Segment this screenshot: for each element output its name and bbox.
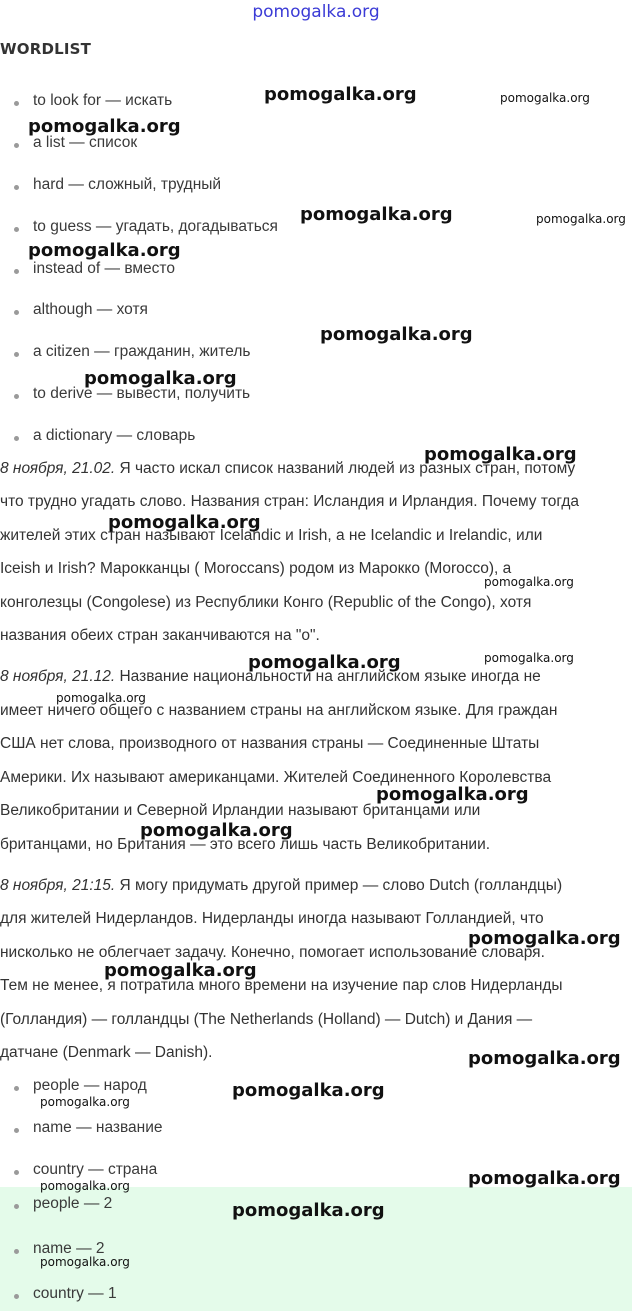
- wordlist-heading: WORDLIST: [0, 40, 92, 58]
- list-item: name — название: [14, 1119, 144, 1137]
- watermark: pomogalka.org: [500, 91, 590, 105]
- list-item: country — 1: [14, 1285, 98, 1303]
- watermark: pomogalka.org: [84, 368, 237, 389]
- watermark: pomogalka.org: [40, 1255, 130, 1269]
- watermark: pomogalka.org: [468, 928, 621, 949]
- watermark: pomogalka.org: [424, 444, 577, 465]
- watermark: pomogalka.org: [108, 512, 261, 533]
- list-item: instead of — вместо: [14, 260, 156, 278]
- watermark: pomogalka.org: [484, 575, 574, 589]
- watermark: pomogalka.org: [40, 1179, 130, 1193]
- watermark: pomogalka.org: [536, 212, 626, 226]
- watermark: pomogalka.org: [248, 652, 401, 673]
- watermark: pomogalka.org: [320, 324, 473, 345]
- watermark: pomogalka.org: [468, 1168, 621, 1189]
- watermark: pomogalka.org: [232, 1200, 385, 1221]
- list-item: a citizen — гражданин, житель: [14, 343, 231, 361]
- watermark: pomogalka.org: [140, 820, 293, 841]
- list-item: to guess — угадать, догадываться: [14, 218, 259, 236]
- watermark: pomogalka.org: [376, 784, 529, 805]
- list-item: name — 2: [14, 1240, 86, 1258]
- watermark: pomogalka.org: [232, 1080, 385, 1101]
- watermark: pomogalka.org: [28, 116, 181, 137]
- watermark: pomogalka.org: [104, 960, 257, 981]
- watermark: pomogalka.org: [264, 84, 417, 105]
- list-item: a list — список: [14, 134, 118, 152]
- watermark-top: pomogalka.org: [252, 2, 380, 22]
- watermark: pomogalka.org: [484, 651, 574, 665]
- list-item: although — хотя: [14, 301, 129, 319]
- entry-date: 8 ноября, 21.02.: [0, 460, 116, 477]
- list-item: people — 2: [14, 1195, 93, 1213]
- watermark: pomogalka.org: [300, 204, 453, 225]
- list-item: people — народ: [14, 1077, 128, 1095]
- watermark: pomogalka.org: [468, 1048, 621, 1069]
- watermark: pomogalka.org: [28, 240, 181, 261]
- list-item: country — страна: [14, 1161, 138, 1179]
- entry-date: 8 ноября, 21:15.: [0, 877, 116, 894]
- list-item: to derive — вывести, получить: [14, 385, 231, 403]
- watermark: pomogalka.org: [40, 1095, 130, 1109]
- list-item: to look for — искать: [14, 92, 153, 110]
- watermark: pomogalka.org: [56, 691, 146, 705]
- entry-date: 8 ноября, 21.12.: [0, 668, 116, 685]
- list-item: hard — сложный, трудный: [14, 176, 202, 194]
- list-item: a dictionary — словарь: [14, 427, 176, 445]
